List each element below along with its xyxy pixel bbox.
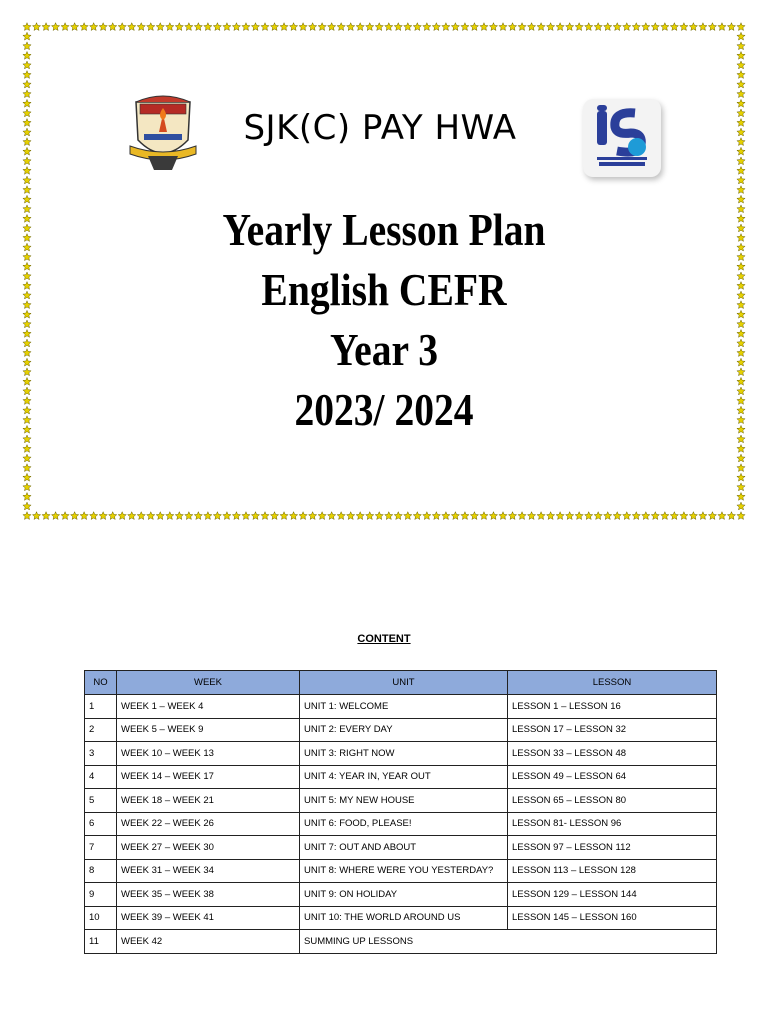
- border-star-icon: [699, 23, 707, 31]
- title-line-subject: English CEFR: [261, 264, 507, 315]
- border-star-icon: [99, 23, 107, 31]
- border-star-icon: [461, 23, 469, 31]
- border-star-icon: [737, 167, 745, 175]
- border-star-icon: [432, 512, 440, 520]
- border-star-icon: [80, 512, 88, 520]
- cell-unit: UNIT 10: THE WORLD AROUND US: [300, 906, 508, 930]
- border-star-icon: [642, 512, 650, 520]
- border-star-icon: [251, 23, 259, 31]
- border-star-icon: [737, 473, 745, 481]
- border-star-icon: [594, 512, 602, 520]
- border-star-icon: [470, 23, 478, 31]
- border-star-icon: [23, 464, 31, 472]
- border-star-icon: [90, 23, 98, 31]
- cell-lesson: LESSON 65 – LESSON 80: [508, 789, 717, 813]
- border-star-icon: [451, 512, 459, 520]
- border-star-icon: [385, 512, 393, 520]
- border-star-icon: [23, 42, 31, 50]
- header-unit: UNIT: [300, 671, 508, 695]
- border-star-icon: [508, 23, 516, 31]
- border-star-icon: [328, 23, 336, 31]
- border-star-icon: [489, 23, 497, 31]
- cell-unit-merged: SUMMING UP LESSONS: [300, 930, 717, 954]
- border-star-icon: [442, 23, 450, 31]
- border-star-icon: [680, 512, 688, 520]
- border-star-icon: [499, 512, 507, 520]
- border-star-icon: [556, 23, 564, 31]
- border-star-icon: [299, 23, 307, 31]
- border-star-icon: [261, 23, 269, 31]
- cell-lesson: LESSON 129 – LESSON 144: [508, 883, 717, 907]
- border-star-icon: [737, 147, 745, 155]
- border-star-icon: [280, 23, 288, 31]
- cell-lesson: LESSON 113 – LESSON 128: [508, 859, 717, 883]
- border-star-icon: [737, 71, 745, 79]
- border-star-icon: [80, 23, 88, 31]
- border-star-icon: [270, 512, 278, 520]
- border-star-icon: [23, 186, 31, 194]
- border-star-icon: [480, 512, 488, 520]
- border-star-icon: [480, 23, 488, 31]
- cell-lesson: LESSON 81- LESSON 96: [508, 812, 717, 836]
- border-star-icon: [242, 512, 250, 520]
- border-star-icon: [670, 23, 678, 31]
- border-star-icon: [261, 512, 269, 520]
- border-star-icon: [394, 23, 402, 31]
- cell-no: 2: [85, 718, 117, 742]
- border-star-icon: [299, 512, 307, 520]
- cell-unit: UNIT 1: WELCOME: [300, 695, 508, 719]
- table-row: [85, 812, 717, 836]
- cell-unit: UNIT 5: MY NEW HOUSE: [300, 789, 508, 813]
- border-star-icon: [156, 512, 164, 520]
- border-star-icon: [204, 512, 212, 520]
- border-star-icon: [727, 512, 735, 520]
- border-star-icon: [213, 512, 221, 520]
- border-star-icon: [337, 512, 345, 520]
- cell-lesson: LESSON 33 – LESSON 48: [508, 742, 717, 766]
- title-line-plan: Yearly Lesson Plan: [222, 204, 546, 255]
- cell-unit: UNIT 4: YEAR IN, YEAR OUT: [300, 765, 508, 789]
- header-no: NO: [85, 671, 117, 695]
- border-star-icon: [23, 176, 31, 184]
- cell-no: 6: [85, 812, 117, 836]
- border-star-icon: [137, 512, 145, 520]
- border-star-icon: [318, 23, 326, 31]
- border-star-icon: [413, 23, 421, 31]
- border-star-icon: [718, 23, 726, 31]
- border-star-icon: [404, 23, 412, 31]
- border-star-icon: [232, 512, 240, 520]
- border-star-icon: [670, 512, 678, 520]
- school-name: SJK(C) PAY HWA: [243, 108, 517, 148]
- border-star-icon: [547, 512, 555, 520]
- border-star-icon: [366, 23, 374, 31]
- border-star-icon: [727, 23, 735, 31]
- border-star-icon: [737, 51, 745, 59]
- cell-lesson: LESSON 17 – LESSON 32: [508, 718, 717, 742]
- border-star-icon: [375, 512, 383, 520]
- border-star-icon: [556, 512, 564, 520]
- border-star-icon: [213, 23, 221, 31]
- cell-week: WEEK 39 – WEEK 41: [117, 906, 300, 930]
- border-star-icon: [23, 512, 31, 520]
- border-star-icon: [23, 32, 31, 40]
- border-star-icon: [527, 23, 535, 31]
- cell-no: 11: [85, 930, 117, 954]
- table-row: [85, 789, 717, 813]
- cell-week: WEEK 14 – WEEK 17: [117, 765, 300, 789]
- border-star-icon: [489, 512, 497, 520]
- border-star-icon: [156, 23, 164, 31]
- border-star-icon: [137, 23, 145, 31]
- border-star-icon: [128, 23, 136, 31]
- border-star-icon: [185, 512, 193, 520]
- border-star-icon: [23, 51, 31, 59]
- border-star-icon: [718, 512, 726, 520]
- cell-week: WEEK 1 – WEEK 4: [117, 695, 300, 719]
- title-line-year: Year 3: [329, 324, 439, 375]
- border-star-icon: [309, 512, 317, 520]
- border-star-icon: [737, 157, 745, 165]
- table-row: [85, 718, 717, 742]
- border-star-icon: [585, 23, 593, 31]
- cell-week: WEEK 18 – WEEK 21: [117, 789, 300, 813]
- border-star-icon: [109, 512, 117, 520]
- cell-no: 3: [85, 742, 117, 766]
- border-star-icon: [194, 23, 202, 31]
- cell-no: 8: [85, 859, 117, 883]
- border-star-icon: [432, 23, 440, 31]
- border-star-icon: [499, 23, 507, 31]
- border-star-icon: [328, 512, 336, 520]
- border-star-icon: [423, 512, 431, 520]
- border-star-icon: [547, 23, 555, 31]
- border-star-icon: [613, 23, 621, 31]
- border-star-icon: [508, 512, 516, 520]
- border-star-icon: [71, 23, 79, 31]
- cell-week: WEEK 10 – WEEK 13: [117, 742, 300, 766]
- cover-title: [0, 200, 768, 440]
- border-star-icon: [737, 502, 745, 510]
- border-star-icon: [166, 23, 174, 31]
- border-star-icon: [632, 23, 640, 31]
- border-star-icon: [518, 512, 526, 520]
- border-star-icon: [147, 512, 155, 520]
- cell-week: WEEK 27 – WEEK 30: [117, 836, 300, 860]
- border-star-icon: [23, 483, 31, 491]
- border-star-icon: [204, 23, 212, 31]
- border-star-icon: [223, 512, 231, 520]
- border-star-icon: [661, 512, 669, 520]
- border-star-icon: [23, 157, 31, 165]
- border-star-icon: [23, 445, 31, 453]
- border-star-icon: [737, 32, 745, 40]
- cell-lesson: LESSON 145 – LESSON 160: [508, 906, 717, 930]
- border-star-icon: [594, 23, 602, 31]
- border-star-icon: [566, 23, 574, 31]
- table-row: [85, 742, 717, 766]
- border-star-icon: [51, 23, 59, 31]
- border-star-icon: [270, 23, 278, 31]
- cell-unit: UNIT 3: RIGHT NOW: [300, 742, 508, 766]
- border-star-icon: [223, 23, 231, 31]
- border-star-icon: [737, 61, 745, 69]
- border-star-icon: [708, 23, 716, 31]
- cell-unit: UNIT 6: FOOD, PLEASE!: [300, 812, 508, 836]
- border-star-icon: [232, 23, 240, 31]
- border-star-icon: [23, 454, 31, 462]
- border-star-icon: [689, 23, 697, 31]
- table-row-final: [85, 930, 717, 954]
- border-star-icon: [527, 512, 535, 520]
- cell-no: 9: [85, 883, 117, 907]
- border-star-icon: [575, 512, 583, 520]
- border-star-icon: [118, 23, 126, 31]
- border-star-icon: [23, 167, 31, 175]
- title-line-session: 2023/ 2024: [294, 384, 474, 435]
- border-star-icon: [280, 512, 288, 520]
- border-star-icon: [604, 512, 612, 520]
- table-row: [85, 765, 717, 789]
- cell-lesson: LESSON 97 – LESSON 112: [508, 836, 717, 860]
- border-star-icon: [451, 23, 459, 31]
- cell-week: WEEK 35 – WEEK 38: [117, 883, 300, 907]
- border-star-icon: [23, 502, 31, 510]
- border-star-icon: [23, 61, 31, 69]
- border-star-icon: [585, 512, 593, 520]
- border-star-icon: [537, 23, 545, 31]
- border-star-icon: [604, 23, 612, 31]
- border-star-icon: [242, 23, 250, 31]
- table-row: [85, 836, 717, 860]
- border-star-icon: [175, 512, 183, 520]
- table-header-row: [85, 671, 717, 695]
- border-star-icon: [194, 512, 202, 520]
- border-star-icon: [413, 512, 421, 520]
- border-star-icon: [128, 512, 136, 520]
- content-heading: CONTENT: [357, 633, 411, 645]
- border-star-icon: [642, 23, 650, 31]
- border-star-icon: [23, 23, 31, 31]
- border-star-icon: [461, 512, 469, 520]
- border-star-icon: [23, 99, 31, 107]
- header-lesson: LESSON: [508, 671, 717, 695]
- cell-week: WEEK 42: [117, 930, 300, 954]
- border-star-icon: [651, 512, 659, 520]
- border-star-icon: [737, 90, 745, 98]
- border-star-icon: [23, 80, 31, 88]
- border-star-icon: [680, 23, 688, 31]
- cell-no: 4: [85, 765, 117, 789]
- border-star-icon: [347, 23, 355, 31]
- cell-lesson: LESSON 1 – LESSON 16: [508, 695, 717, 719]
- border-star-icon: [90, 512, 98, 520]
- border-star-icon: [623, 512, 631, 520]
- border-star-icon: [737, 483, 745, 491]
- border-star-icon: [99, 512, 107, 520]
- border-star-icon: [32, 23, 40, 31]
- border-star-icon: [289, 512, 297, 520]
- border-star-icon: [518, 23, 526, 31]
- border-star-icon: [51, 512, 59, 520]
- border-star-icon: [737, 176, 745, 184]
- cell-unit: UNIT 2: EVERY DAY: [300, 718, 508, 742]
- border-star-icon: [737, 186, 745, 194]
- table-row: [85, 695, 717, 719]
- table-row: [85, 859, 717, 883]
- border-star-icon: [309, 23, 317, 31]
- border-star-icon: [566, 512, 574, 520]
- border-star-icon: [251, 512, 259, 520]
- border-star-icon: [737, 23, 745, 31]
- border-star-icon: [737, 454, 745, 462]
- border-star-icon: [318, 512, 326, 520]
- border-star-icon: [737, 445, 745, 453]
- cell-unit: UNIT 9: ON HOLIDAY: [300, 883, 508, 907]
- border-star-icon: [613, 512, 621, 520]
- border-star-icon: [375, 23, 383, 31]
- border-star-icon: [71, 512, 79, 520]
- border-star-icon: [404, 512, 412, 520]
- border-star-icon: [385, 23, 393, 31]
- header-week: WEEK: [117, 671, 300, 695]
- border-star-icon: [442, 512, 450, 520]
- border-star-icon: [737, 42, 745, 50]
- border-star-icon: [661, 23, 669, 31]
- content-table: [84, 670, 717, 954]
- cell-unit: UNIT 7: OUT AND ABOUT: [300, 836, 508, 860]
- border-star-icon: [537, 512, 545, 520]
- border-star-icon: [23, 493, 31, 501]
- border-star-icon: [23, 71, 31, 79]
- border-star-icon: [118, 512, 126, 520]
- border-star-icon: [651, 23, 659, 31]
- border-star-icon: [356, 512, 364, 520]
- border-star-icon: [32, 512, 40, 520]
- border-star-icon: [23, 473, 31, 481]
- cell-no: 10: [85, 906, 117, 930]
- border-star-icon: [61, 23, 69, 31]
- border-star-icon: [289, 23, 297, 31]
- border-star-icon: [394, 512, 402, 520]
- border-star-icon: [23, 147, 31, 155]
- border-star-icon: [23, 90, 31, 98]
- border-star-icon: [42, 23, 50, 31]
- cell-no: 7: [85, 836, 117, 860]
- cell-unit: UNIT 8: WHERE WERE YOU YESTERDAY?: [300, 859, 508, 883]
- border-star-icon: [337, 23, 345, 31]
- border-star-icon: [166, 512, 174, 520]
- border-star-icon: [737, 464, 745, 472]
- table-row: [85, 883, 717, 907]
- border-star-icon: [356, 23, 364, 31]
- cell-week: WEEK 5 – WEEK 9: [117, 718, 300, 742]
- cell-week: WEEK 31 – WEEK 34: [117, 859, 300, 883]
- border-star-icon: [632, 512, 640, 520]
- border-star-icon: [689, 512, 697, 520]
- border-star-icon: [737, 80, 745, 88]
- border-star-icon: [366, 512, 374, 520]
- border-star-icon: [185, 23, 193, 31]
- border-star-icon: [737, 512, 745, 520]
- cell-week: WEEK 22 – WEEK 26: [117, 812, 300, 836]
- cell-lesson: LESSON 49 – LESSON 64: [508, 765, 717, 789]
- table-row: [85, 906, 717, 930]
- cell-no: 1: [85, 695, 117, 719]
- border-star-icon: [737, 99, 745, 107]
- border-star-icon: [575, 23, 583, 31]
- border-star-icon: [147, 23, 155, 31]
- border-star-icon: [109, 23, 117, 31]
- border-star-icon: [699, 512, 707, 520]
- cell-no: 5: [85, 789, 117, 813]
- border-star-icon: [347, 512, 355, 520]
- border-star-icon: [423, 23, 431, 31]
- border-star-icon: [708, 512, 716, 520]
- border-star-icon: [470, 512, 478, 520]
- border-star-icon: [175, 23, 183, 31]
- border-star-icon: [42, 512, 50, 520]
- border-star-icon: [61, 512, 69, 520]
- border-star-icon: [737, 493, 745, 501]
- border-star-icon: [623, 23, 631, 31]
